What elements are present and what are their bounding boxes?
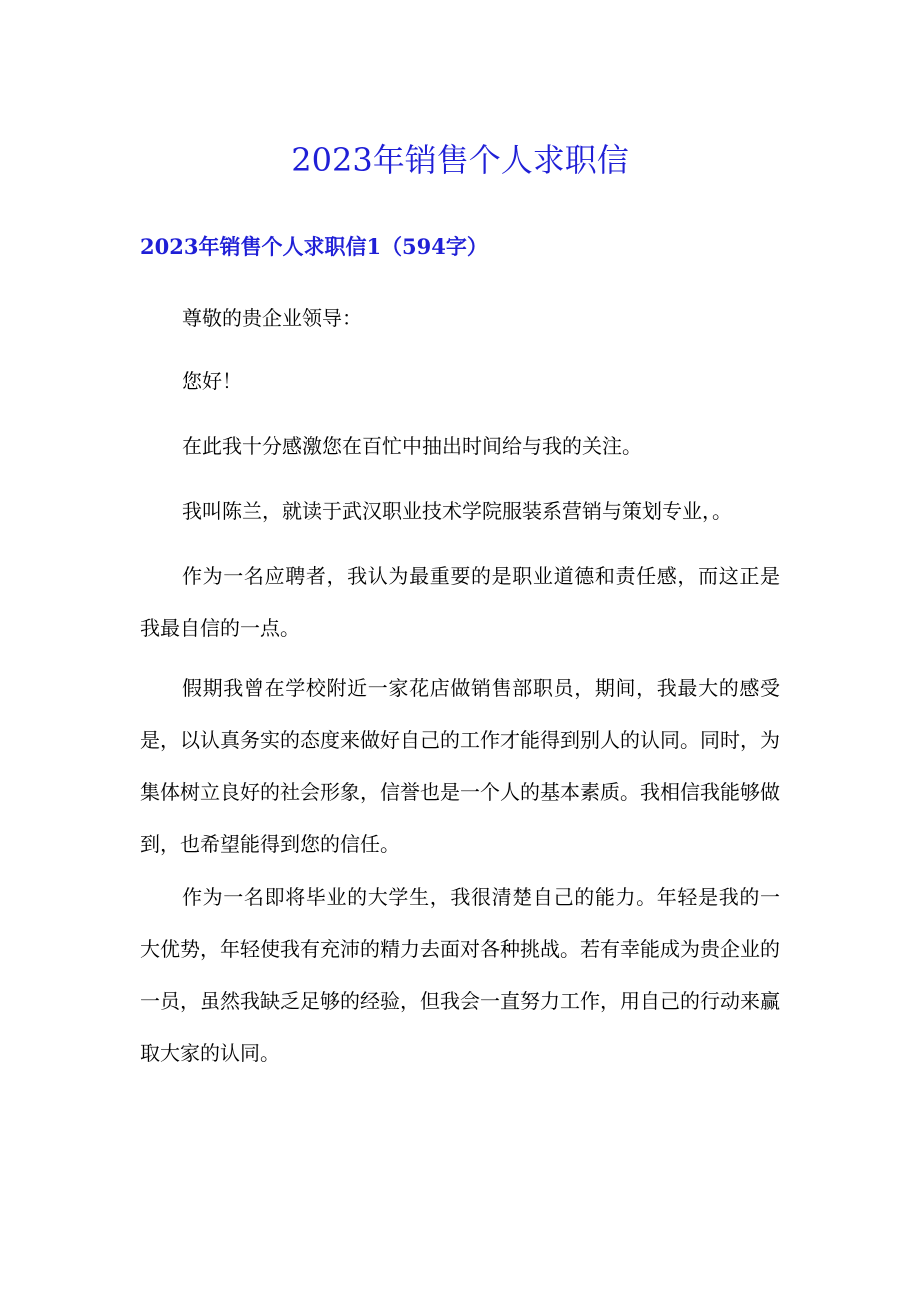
body-paragraph: 作为一名应聘者，我认为最重要的是职业道德和责任感，而这正是我最自信的一点。 [140, 564, 780, 640]
document-title: 2023年销售个人求职信 [291, 141, 629, 179]
salutation: 尊敬的贵企业领导： [182, 306, 362, 330]
body-paragraph: 我叫陈兰，就读于武汉职业技术学院服装系营销与策划专业，。 [182, 499, 732, 523]
greeting: 您好！ [182, 369, 242, 393]
section-heading: 2023年销售个人求职信1（594字） [140, 234, 488, 259]
body-paragraph: 在此我十分感激您在百忙中抽出时间给与我的关注。 [182, 434, 642, 458]
body-paragraph: 作为一名即将毕业的大学生，我很清楚自己的能力。年轻是我的一大优势，年轻使我有充沛的精力去面对各种挑战。若有幸能成为贵企业的一员，虽然我缺乏足够的经验，但我会一直努力工作，用自己的行动来赢取大家的认同。 [140, 885, 780, 1065]
body-paragraph: 假期我曾在学校附近一家花店做销售部职员，期间，我最大的感受是，以认真务实的态度来做好自己的工作才能得到别人的认同。同时，为集体树立良好的社会形象，信誉也是一个人的基本素质。我相信我能够做到，也希望能得到您的信任。 [140, 676, 780, 856]
